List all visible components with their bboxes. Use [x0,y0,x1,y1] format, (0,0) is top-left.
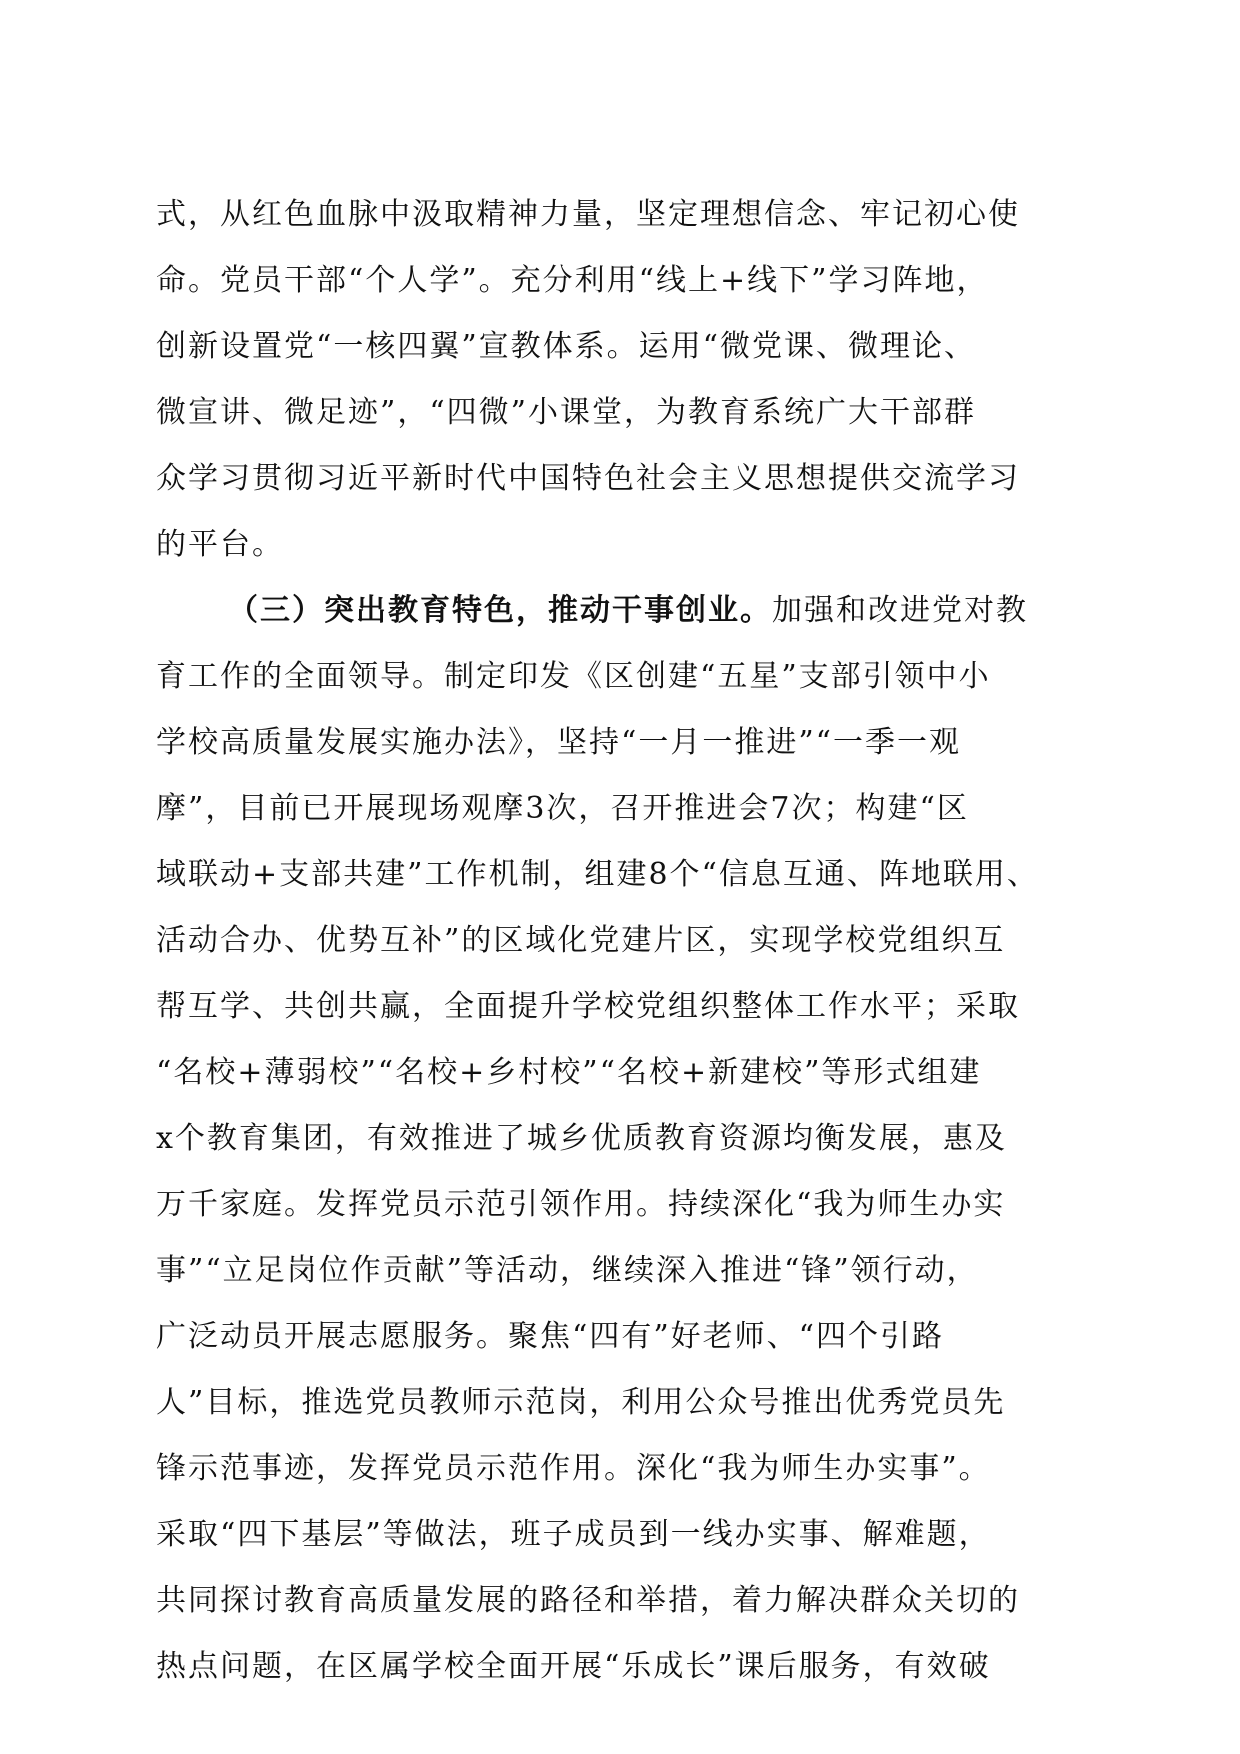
text-line: 帮互学、共创共赢，全面提升学校党组织整体工作水平；采取 [156,989,1020,1024]
text-line: 共同探讨教育高质量发展的路径和举措，着力解决群众关切的 [156,1583,1020,1618]
text-line: 热点问题，在区属学校全面开展“乐成长”课后服务，有效破 [156,1649,991,1684]
section-first-line-text: 加强和改进党对教 [772,593,1028,628]
text-line: 命。党员干部“个人学”。充分利用“线上+线下”学习阵地， [156,263,989,298]
text-line: 育工作的全面领导。制定印发《区创建“五星”支部引领中小 [156,659,991,694]
section-heading: （三）突出教育特色，推动干事创业。 [228,593,772,628]
text-line: 活动合办、优势互补”的区域化党建片区，实现学校党组织互 [156,923,1006,958]
text-line: 采取“四下基层”等做法，班子成员到一线办实事、解难题， [156,1517,991,1552]
section-heading-line [156,578,1096,644]
text-line: 学校高质量发展实施办法》，坚持“一月一推进”“一季一观 [156,725,962,760]
text-line: 域联动+支部共建”工作机制，组建8个“信息互通、阵地联用、 [156,857,1039,892]
text-line: 摩”，目前已开展现场观摩3次，召开推进会7次；构建“区 [156,791,969,826]
text-line: 众学习贯彻习近平新时代中国特色社会主义思想提供交流学习 [156,461,1020,496]
text-line: 广泛动员开展志愿服务。聚焦“四有”好老师、“四个引路 [156,1319,945,1354]
text-line: 锋示范事迹，发挥党员示范作用。深化“我为师生办实事”。 [156,1451,991,1486]
text-line: x个教育集团，有效推进了城乡优质教育资源均衡发展，惠及 [156,1121,1007,1156]
text-line: 式，从红色血脉中汲取精神力量，坚定理想信念、牢记初心使 [156,197,1020,232]
body-text [156,182,1096,1700]
text-line: 事”“立足岗位作贡献”等活动，继续深入推进“锋”领行动， [156,1253,979,1288]
text-line: 微宣讲、微足迹”，“四微”小课堂，为教育系统广大干部群 [156,395,977,430]
text-line: 的平台。 [156,527,284,562]
text-line: 人”目标，推选党员教师示范岗，利用公众号推出优秀党员先 [156,1385,1006,1420]
text-line: “名校+薄弱校”“名校+乡村校”“名校+新建校”等形式组建 [156,1055,982,1090]
text-line: 创新设置党“一核四翼”宣教体系。运用“微党课、微理论、 [156,329,977,364]
text-line: 万千家庭。发挥党员示范引领作用。持续深化“我为师生办实 [156,1187,1006,1222]
